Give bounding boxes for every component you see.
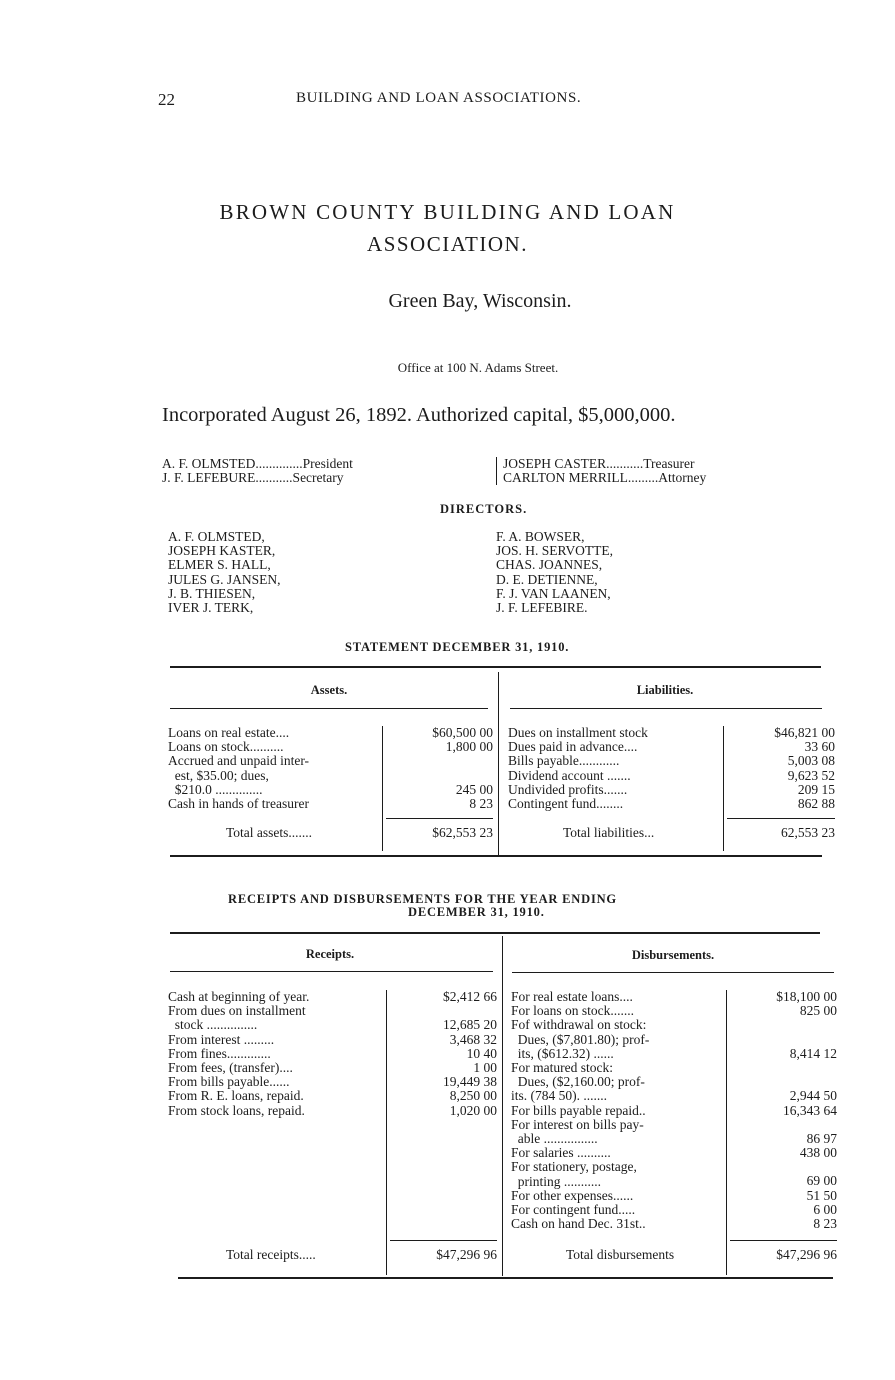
receipt-label: Cash at beginning of year.: [168, 989, 310, 1004]
director: JOSEPH KASTER,: [168, 543, 276, 559]
receipts-header: Receipts.: [305, 947, 355, 961]
directors-right: [496, 530, 613, 615]
receipt-amount: 12,685 20: [443, 1017, 497, 1033]
receipt-amount: $2,412 66: [443, 989, 497, 1004]
disbursement-label: For other expenses......: [511, 1187, 634, 1203]
total-disbursements-label: Total disbursements: [566, 1247, 675, 1262]
director: IVER J. TERK,: [168, 600, 254, 616]
disbursements-header: Disbursements.: [631, 948, 715, 962]
total-receipts-amount: $47,296 96: [436, 1247, 497, 1262]
receipt-label: From fees, (transfer)....: [168, 1060, 293, 1076]
receipts-amount-rule: [386, 990, 387, 1275]
assets-header-rule: [170, 708, 488, 709]
asset-amount: 1,800 00: [445, 739, 493, 755]
total-liabilities-label: Total liabilities...: [563, 825, 655, 840]
location: Green Bay, Wisconsin.: [388, 290, 572, 312]
director: CHAS. JOANNES,: [496, 557, 603, 573]
disbursement-amount: [730, 1075, 837, 1089]
receipts-top-rule: [170, 932, 820, 934]
disbursement-amount: 8 23: [813, 1216, 837, 1231]
asset-amount: [386, 769, 493, 783]
disbursement-label: For salaries ..........: [511, 1145, 611, 1161]
officer-attorney: CARLTON MERRILL.........Attorney: [503, 470, 707, 485]
disbursement-label: Fof withdrawal on stock:: [511, 1017, 647, 1033]
disbursement-label: For loans on stock.......: [511, 1003, 634, 1019]
disbursement-amount: 438 00: [799, 1145, 837, 1161]
liabilities-header-rule: [510, 708, 822, 709]
liability-label: Contingent fund........: [508, 796, 624, 812]
receipt-amount: 1 00: [473, 1060, 497, 1075]
liability-amount: 5,003 08: [787, 753, 835, 769]
disbursements-subtotal-rule: [730, 1240, 837, 1241]
liability-amount: 9,623 52: [787, 767, 835, 783]
director: A. F. OLMSTED,: [168, 529, 265, 544]
liability-amount: 33 60: [804, 739, 835, 755]
liability-amount: $46,821 00: [774, 725, 835, 740]
liability-amount: 862 88: [797, 796, 835, 812]
disbursement-amount: 825 00: [799, 1003, 837, 1019]
disbursement-label: Cash on hand Dec. 31st..: [511, 1216, 646, 1232]
receipt-label: From bills payable......: [168, 1074, 290, 1090]
asset-label: est, $35.00; dues,: [168, 767, 269, 783]
asset-amount: 245 00: [455, 781, 493, 797]
running-title: BUILDING AND LOAN ASSOCIATIONS.: [296, 90, 582, 106]
receipt-label: From fines.............: [168, 1045, 271, 1061]
receipts-heading-line1: RECEIPTS AND DISBURSEMENTS FOR THE YEAR ENDING: [228, 892, 617, 906]
receipts-center-rule: [502, 936, 503, 1276]
statement-bottom-rule: [170, 855, 822, 857]
liability-label: Dues on installment stock: [508, 725, 648, 740]
receipt-label: From R. E. loans, repaid.: [168, 1088, 304, 1104]
liability-label: Bills payable............: [508, 753, 620, 769]
statement-heading: STATEMENT DECEMBER 31, 1910.: [345, 640, 570, 654]
liability-amount: 209 15: [797, 781, 835, 797]
directors-left: [168, 530, 281, 615]
director: D. E. DETIENNE,: [496, 571, 598, 587]
receipt-amount: 10 40: [466, 1045, 497, 1061]
disbursement-label: able ................: [511, 1131, 598, 1147]
receipts-subtotal-rule: [390, 1240, 497, 1241]
disbursement-label: its, ($612.32) ......: [511, 1045, 614, 1061]
receipts-labels: [168, 990, 384, 1118]
disbursement-amount: 69 00: [806, 1173, 837, 1189]
disbursement-amount: [730, 1061, 837, 1075]
liability-label: Dividend account .......: [508, 767, 631, 783]
asset-label: Loans on real estate....: [168, 725, 290, 740]
disbursement-amount: 6 00: [813, 1201, 837, 1217]
liabilities-header: Liabilities.: [636, 683, 694, 697]
disbursement-amount: 8,414 12: [789, 1045, 837, 1061]
total-disbursements-amount: $47,296 96: [776, 1247, 837, 1262]
disbursements-amount-rule: [726, 990, 727, 1275]
officer-secretary: J. F. LEFEBURE...........Secretary: [162, 470, 344, 485]
total-assets-amount: $62,553 23: [432, 825, 493, 840]
disbursement-amount: 16,343 64: [783, 1102, 837, 1118]
liability-label: Dues paid in advance....: [508, 739, 638, 755]
disbursement-label: For matured stock:: [511, 1060, 613, 1076]
disbursement-label: Dues, ($2,160.00; prof-: [511, 1074, 645, 1090]
receipt-label: From dues on installment: [168, 1003, 306, 1019]
director: JULES G. JANSEN,: [168, 571, 281, 587]
receipt-amount: 1,020 00: [449, 1102, 497, 1118]
disbursement-amount: [730, 1160, 837, 1174]
asset-amount: $60,500 00: [432, 725, 493, 740]
receipt-amount: [390, 1004, 497, 1018]
statement-center-rule: [498, 672, 499, 857]
disbursement-amount: 2,944 50: [789, 1088, 837, 1104]
association-title-line1: BROWN COUNTY BUILDING AND LOAN: [219, 200, 676, 224]
disbursements-amounts: [730, 990, 837, 1231]
director: ELMER S. HALL,: [168, 557, 271, 573]
disbursement-amount: 51 50: [806, 1187, 837, 1203]
incorporation-line: Incorporated August 26, 1892. Authorized capital, $5,000,000.: [162, 404, 676, 426]
disbursement-amount: [730, 1118, 837, 1132]
assets-header: Assets.: [310, 683, 348, 697]
receipt-label: From stock loans, repaid.: [168, 1102, 305, 1118]
receipts-bottom-rule: [178, 1277, 833, 1279]
disbursement-amount: [730, 1033, 837, 1047]
assets-amounts: [386, 726, 493, 811]
officer-president: A. F. OLMSTED..............President: [162, 456, 353, 471]
liabilities-amount-rule: [723, 726, 724, 851]
disbursement-label: printing ...........: [511, 1173, 601, 1189]
officer-treasurer: JOSEPH CASTER...........Treasurer: [503, 456, 695, 471]
director: J. F. LEFEBIRE.: [496, 600, 588, 616]
liabilities-amounts: [727, 726, 835, 811]
asset-label: Accrued and unpaid inter-: [168, 753, 310, 769]
disbursement-label: For interest on bills pay-: [511, 1116, 644, 1132]
disbursements-header-rule: [512, 972, 834, 973]
association-title-line2: ASSOCIATION.: [367, 232, 528, 256]
receipt-amount: 8,250 00: [449, 1088, 497, 1104]
liabilities-labels: [508, 726, 722, 811]
disbursement-label: For bills payable repaid..: [511, 1102, 646, 1118]
receipt-label: stock ...............: [168, 1017, 258, 1033]
disbursements-labels: [511, 990, 725, 1231]
director: F. A. BOWSER,: [496, 529, 585, 544]
receipts-heading-line2: DECEMBER 31, 1910.: [408, 905, 545, 919]
total-assets-label: Total assets.......: [226, 825, 313, 840]
asset-amount: [386, 754, 493, 768]
disbursement-label: Dues, ($7,801.80); prof-: [511, 1031, 650, 1047]
director: J. B. THIESEN,: [168, 585, 256, 601]
receipt-amount: 19,449 38: [443, 1074, 497, 1090]
assets-amount-rule: [382, 726, 383, 851]
total-liabilities-amount: 62,553 23: [781, 825, 835, 840]
assets-subtotal-rule: [386, 818, 493, 819]
director: F. J. VAN LAANEN,: [496, 585, 611, 601]
total-receipts-label: Total receipts.....: [226, 1247, 316, 1262]
disbursement-label: its. (784 50). .......: [511, 1088, 607, 1104]
disbursement-label: For stationery, postage,: [511, 1159, 637, 1175]
page-number: 22: [158, 90, 175, 109]
liabilities-subtotal-rule: [727, 818, 835, 819]
receipt-label: From interest .........: [168, 1031, 275, 1047]
office-address: Office at 100 N. Adams Street.: [397, 360, 559, 375]
disbursement-label: For real estate loans....: [511, 989, 633, 1004]
asset-label: Cash in hands of treasurer: [168, 796, 309, 812]
asset-amount: 8 23: [469, 795, 493, 811]
disbursement-label: For contingent fund.....: [511, 1202, 636, 1218]
assets-labels: [168, 726, 380, 811]
disbursement-amount: $18,100 00: [776, 989, 837, 1004]
statement-top-rule: [170, 666, 821, 668]
directors-heading: DIRECTORS.: [440, 502, 528, 516]
asset-label: $210.0 ..............: [168, 781, 263, 797]
disbursement-amount: [730, 1018, 837, 1032]
liability-label: Undivided profits.......: [508, 781, 628, 797]
receipts-header-rule: [170, 971, 493, 972]
director: JOS. H. SERVOTTE,: [496, 543, 614, 559]
disbursement-amount: 86 97: [806, 1130, 837, 1146]
receipt-amount: 3,468 32: [449, 1031, 497, 1047]
receipts-amounts: [390, 990, 497, 1118]
officers-divider: [496, 457, 497, 485]
asset-label: Loans on stock..........: [168, 739, 284, 755]
